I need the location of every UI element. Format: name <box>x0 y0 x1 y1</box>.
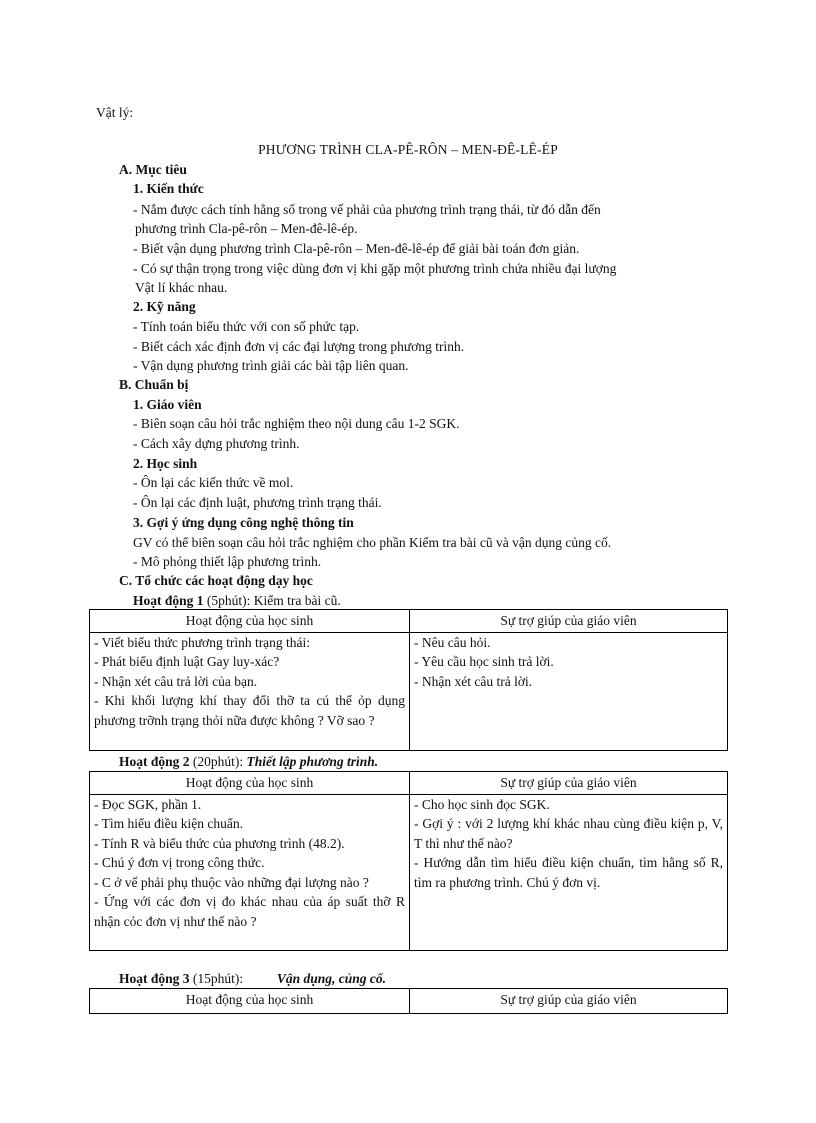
list-item: - Cách xây dựng phương trình. <box>133 436 300 451</box>
students-cell <box>90 632 410 750</box>
column-header: Hoạt động của học sinh <box>90 772 410 795</box>
activity-time: (5phút): Kiểm tra bài cũ. <box>203 593 341 608</box>
list-item: - Nhận xét câu trả lời. <box>414 673 533 689</box>
list-item: - Yêu cầu học sinh trả lời. <box>414 654 554 669</box>
list-item: - Phát biểu định luật Gay luy-xác? <box>94 654 280 669</box>
list-item: - Tính R và biểu thức của phương trình (48.2). <box>94 835 345 851</box>
activity-time: (15phút): <box>189 971 277 986</box>
activity-label: Hoạt động 3 <box>119 971 190 986</box>
teacher-heading: 1. Giáo viên <box>133 397 202 412</box>
list-item: - Viết biểu thức phương trình trạng thái: <box>94 634 311 650</box>
list-item: Vật lí khác nhau. <box>135 280 228 295</box>
subject-label: Vật lý: <box>96 105 134 120</box>
column-header: Sự trợ giúp của giáo viên <box>410 989 728 1014</box>
teacher-cell <box>410 632 728 750</box>
students-cell <box>90 794 410 950</box>
activity-note: Thiết lập phương trình. <box>246 754 379 769</box>
list-item: - Ôn lại các kiến thức về mol. <box>133 475 294 490</box>
skills-heading: 2. Kỹ năng <box>133 299 196 314</box>
column-header: Sự trợ giúp của giáo viên <box>410 772 728 795</box>
list-item: GV có thể biên soạn câu hỏi trắc nghiệm cho phần Kiểm tra bài cũ và vận dụng củng cố. <box>133 535 612 550</box>
knowledge-heading: 1. Kiến thức <box>133 181 204 196</box>
list-item: - Biên soạn câu hỏi trắc nghiệm theo nội dung câu 1-2 SGK. <box>133 416 460 431</box>
column-header: Sự trợ giúp của giáo viên <box>410 610 728 633</box>
list-item: - Gợi ý : với 2 lượng khí khác nhau cùng điều kiện p, V, T thì như thế nào? <box>414 816 723 851</box>
list-item: - Mô phỏng thiết lập phương trình. <box>133 554 322 569</box>
section-b-heading: B. Chuẩn bị <box>119 377 189 392</box>
list-item: - Tìm hiểu điều kiện chuẩn. <box>94 816 243 831</box>
list-item: - Nắm được cách tính hằng số trong vế phải của phương trình trạng thái, từ đó dẫn đến <box>133 202 601 217</box>
list-item: - Ứng với các đơn vị đo khác nhau của áp suất thỡ R nhận cỏc đơn vị như thế nào ? <box>94 894 405 929</box>
list-item: - Biết cách xác định đơn vị các đại lượng trong phương trình. <box>133 339 465 354</box>
activity-time: (20phút): <box>189 754 247 769</box>
activity-1-table <box>89 609 728 751</box>
list-item: - Nêu câu hỏi. <box>414 634 491 650</box>
list-item: phương trình Cla-pê-rôn – Men-đê-lê-ép. <box>135 221 358 236</box>
list-item: - Chú ý đơn vị trong công thức. <box>94 855 265 870</box>
section-a-heading: A. Mục tiêu <box>119 162 187 177</box>
list-item: - Biết vận dụng phương trình Cla-pê-rôn – Men-đê-lê-ép để giải bài toán đơn giản. <box>133 241 580 256</box>
column-header: Hoạt động của học sinh <box>90 989 410 1014</box>
list-item: - Có sự thận trọng trong việc dùng đơn vị khi gặp một phương trình chứa nhiều đại lượng <box>133 261 617 276</box>
activity-note: Vận dụng, củng cố. <box>276 971 387 986</box>
teacher-cell <box>410 794 728 950</box>
list-item: - Ôn lại các định luật, phương trình trạng thái. <box>133 495 382 510</box>
activity-1-heading <box>133 591 341 611</box>
activity-2-table <box>89 771 728 951</box>
list-item: - Nhận xét câu trả lời của bạn. <box>94 673 258 689</box>
activity-3-table <box>89 988 728 1014</box>
students-heading: 2. Học sinh <box>133 456 198 471</box>
list-item: - Đọc SGK, phần 1. <box>94 796 202 812</box>
list-item: - Khi khối lượng khí thay đổi thỡ ta cú thể ỏp dụng phương trỡnh trạng thỏi nữa được không ? Vỡ sao ? <box>94 693 405 728</box>
activity-3-heading <box>119 969 386 989</box>
page-title: PHƯƠNG TRÌNH CLA-PÊ-RÔN – MEN-ĐÊ-LÊ-ÉP <box>258 142 558 157</box>
activity-label: Hoạt động 1 <box>133 593 204 608</box>
list-item: - Vận dụng phương trình giải các bài tập liên quan. <box>133 358 409 373</box>
activity-label: Hoạt động 2 <box>119 754 190 769</box>
column-header: Hoạt động của học sinh <box>90 610 410 633</box>
it-heading: 3. Gợi ý ứng dụng công nghệ thông tin <box>133 515 354 530</box>
activity-2-heading <box>119 752 378 772</box>
list-item: - Cho học sinh đọc SGK. <box>414 796 550 812</box>
list-item: - Tính toán biểu thức với con số phức tạp. <box>133 319 360 334</box>
section-c-heading: C. Tổ chức các hoạt động dạy học <box>119 573 313 588</box>
list-item: - Hướng dẫn tìm hiểu điều kiện chuẩn, tìm hằng số R, tìm ra phương trình. Chú ý đơn vị. <box>414 855 723 890</box>
list-item: - C ở vế phải phụ thuộc vào những đại lượng nào ? <box>94 874 369 890</box>
